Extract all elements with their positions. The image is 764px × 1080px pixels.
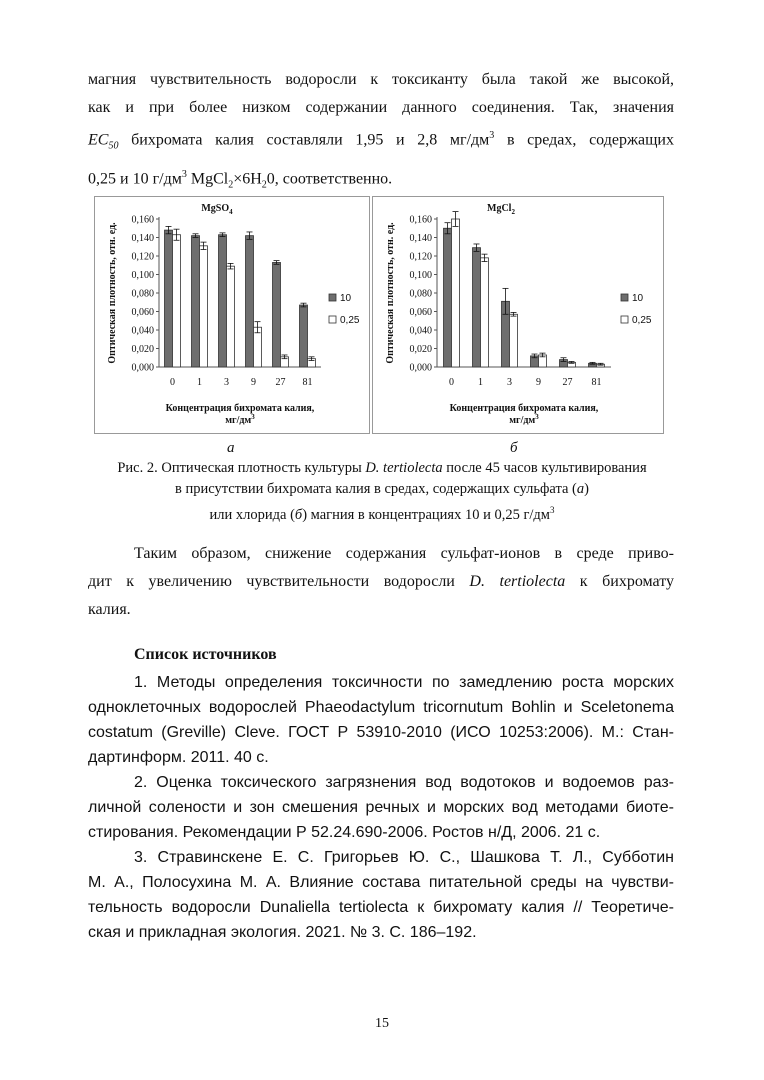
x-axis-unit-superscript: 3 <box>535 413 539 421</box>
caption-text: ) <box>584 481 589 497</box>
intro-text: 0, соответственно. <box>266 169 393 187</box>
reference-line: стирования. Рекомендации Р 52.24.690-2006. Ростов н/Д, 2006. 21 с. <box>88 824 601 841</box>
reference-line: ская и прикладная экология. 2021. № 3. С. 186–192. <box>88 924 477 941</box>
references-list <box>88 670 674 945</box>
conclusion-line: калия. <box>88 601 131 618</box>
y-tick-label: 0,040 <box>131 325 154 337</box>
caption-line <box>80 458 684 479</box>
intro-text: ×6H <box>233 169 262 187</box>
conclusion-text: к бихромату <box>565 573 675 590</box>
bar <box>165 230 173 367</box>
references-heading: Список источников <box>134 646 277 663</box>
bar <box>273 262 281 367</box>
x-tick-label: 81 <box>302 377 313 388</box>
bar <box>219 235 227 367</box>
x-axis-label-unit <box>225 413 255 426</box>
ec-symbol: EC <box>88 131 109 149</box>
figure-caption <box>80 458 684 526</box>
caption-text: в присутствии бихромата калия в средах, содержащих сульфата ( <box>175 481 577 497</box>
caption-letter: а <box>576 481 585 497</box>
bar <box>481 258 489 367</box>
chart-a-svg <box>95 197 369 433</box>
reference-item <box>88 770 674 845</box>
x-tick-label: 1 <box>478 377 483 388</box>
bar <box>246 236 254 367</box>
reference-item <box>88 670 674 770</box>
chart-a <box>94 196 370 434</box>
caption-letter: б <box>294 506 303 523</box>
reference-line: одноклеточных водорослей Phaeodactylum tricornutum Bohlin и Sceletonema <box>88 699 674 716</box>
y-tick-label: 0,160 <box>131 214 154 226</box>
y-tick-label: 0,020 <box>409 344 432 355</box>
y-tick-label: 0,000 <box>131 362 154 374</box>
reference-line: 2. Оценка токсического загрязнения вод водотоков и водоемов раз- <box>134 774 674 791</box>
reference-line: личной солености и зон смешения речных и морских вод методами биоте- <box>88 799 674 816</box>
x-tick-label: 3 <box>507 377 512 388</box>
bar <box>510 314 518 367</box>
caption-text: после 45 часов культивирования <box>442 460 647 476</box>
caption-species: D. tertiolecta <box>365 460 443 476</box>
y-tick-label: 0,040 <box>409 325 432 337</box>
x-axis-unit-text: мг/дм <box>225 415 252 426</box>
y-tick-label: 0,060 <box>409 307 432 318</box>
intro-text: бихромата калия составляли 1,95 и 2,8 мг/дм <box>118 131 490 149</box>
conclusion-line: Таким образом, снижение содержания сульфат-ионов в среде приво- <box>134 545 674 562</box>
bar <box>254 327 262 367</box>
x-tick-label: 27 <box>562 377 573 388</box>
intro-text: в средах, содержащих <box>494 131 674 149</box>
bar <box>192 236 200 367</box>
bar <box>173 235 181 367</box>
bar <box>473 248 481 367</box>
legend-label: 10 <box>340 293 352 304</box>
ec-subscript: 50 <box>108 140 119 152</box>
conclusion-paragraph <box>88 540 674 624</box>
unit-superscript: 3 <box>489 130 495 141</box>
reference-line: 1. Методы определения токсичности по замедлению роста морских <box>134 674 674 691</box>
legend-swatch <box>329 294 336 301</box>
y-tick-label: 0,020 <box>131 344 154 355</box>
y-tick-label: 0,120 <box>409 251 432 263</box>
y-tick-label: 0,080 <box>131 288 154 300</box>
caption-text: или хлорида ( <box>209 506 295 523</box>
chart-title-text: MgSO <box>201 203 230 214</box>
caption-text: Рис. 2. Оптическая плотность культуры <box>117 460 366 476</box>
reference-line: тельность водоросли Dunaliella tertiolecta к бихромату калия // Теоретиче- <box>88 899 674 916</box>
bar <box>444 228 452 367</box>
bar <box>227 266 235 367</box>
formula-subscript: 2 <box>261 179 267 191</box>
intro-paragraph <box>88 66 674 199</box>
chart-title-subscript: 2 <box>511 208 515 216</box>
intro-line <box>88 122 674 161</box>
caption-line <box>80 479 684 500</box>
x-tick-label: 0 <box>449 377 454 388</box>
intro-text: MgCl <box>186 169 229 187</box>
formula-subscript: 2 <box>228 179 234 191</box>
y-axis-label: Оптическая плотность, отн. ед. <box>107 222 118 364</box>
unit-superscript: 3 <box>181 168 187 180</box>
intro-text: 0,25 и 10 г/дм <box>88 169 182 187</box>
legend-swatch <box>329 316 336 323</box>
chart-title-text: MgCl <box>487 203 512 214</box>
x-tick-label: 1 <box>197 377 202 388</box>
x-axis-unit-text: мг/дм <box>509 415 536 426</box>
x-axis-label: Концентрация бихромата калия, <box>165 403 315 414</box>
chart-b <box>372 196 664 434</box>
bar <box>200 246 208 367</box>
y-tick-label: 0,160 <box>409 214 432 226</box>
y-tick-label: 0,140 <box>131 233 154 244</box>
unit-superscript: 3 <box>549 505 555 515</box>
intro-line: как и при более низком содержании данного соединения. Так, значения <box>88 99 674 116</box>
conclusion-species: D. tertiolecta <box>469 573 566 590</box>
x-tick-label: 27 <box>275 377 286 388</box>
y-tick-label: 0,100 <box>131 270 154 281</box>
x-tick-label: 9 <box>251 377 256 388</box>
x-axis-unit-superscript: 3 <box>251 413 255 421</box>
x-tick-label: 0 <box>170 377 175 388</box>
conclusion-line <box>88 568 674 596</box>
y-tick-label: 0,000 <box>409 362 432 374</box>
chart-b-sublabel: б <box>510 440 518 456</box>
y-tick-label: 0,140 <box>409 233 432 244</box>
reference-item <box>88 845 674 945</box>
bar <box>300 305 308 367</box>
x-tick-label: 3 <box>224 377 229 388</box>
bar <box>452 219 460 367</box>
y-tick-label: 0,080 <box>409 288 432 300</box>
intro-line: магния чувствительность водоросли к токсиканту была такой же высокой, <box>88 71 674 88</box>
legend-label: 10 <box>632 293 644 304</box>
x-axis-label-unit <box>509 413 539 426</box>
chart-b-svg <box>373 197 663 433</box>
caption-text: ) магния в концентрациях 10 и 0,25 г/дм <box>302 506 550 523</box>
x-tick-label: 9 <box>536 377 541 388</box>
conclusion-text: дит к увеличению чувствительности водоросли <box>88 573 470 590</box>
x-axis-label: Концентрация бихромата калия, <box>449 403 599 414</box>
reference-line: М. А., Полосухина М. А. Влияние состава питательной среды на чувстви- <box>88 874 674 891</box>
caption-line <box>80 500 684 526</box>
legend-label: 0,25 <box>340 315 360 326</box>
reference-line: дартинформ. 2011. 40 с. <box>88 749 269 766</box>
y-tick-label: 0,100 <box>409 270 432 281</box>
y-axis-label: Оптическая плотность, отн. ед. <box>385 222 396 364</box>
intro-line <box>88 161 674 200</box>
chart-title-subscript: 4 <box>229 208 233 216</box>
reference-line: 3. Стравинскене Е. С. Григорьев Ю. С., Шашкова Т. Л., Субботин <box>134 849 674 866</box>
y-tick-label: 0,060 <box>131 307 154 318</box>
chart-title <box>201 203 233 216</box>
chart-a-sublabel: а <box>227 440 235 456</box>
chart-title <box>487 203 515 216</box>
x-tick-label: 81 <box>591 377 602 388</box>
legend-label: 0,25 <box>632 315 652 326</box>
page-number: 15 <box>375 1016 389 1031</box>
legend-swatch <box>621 316 628 323</box>
legend-swatch <box>621 294 628 301</box>
reference-line: costatum (Greville) Cleve. ГОСТ Р 53910-2010 (ИСО 10253:2006). М.: Стан- <box>88 724 674 741</box>
y-tick-label: 0,120 <box>131 251 154 263</box>
